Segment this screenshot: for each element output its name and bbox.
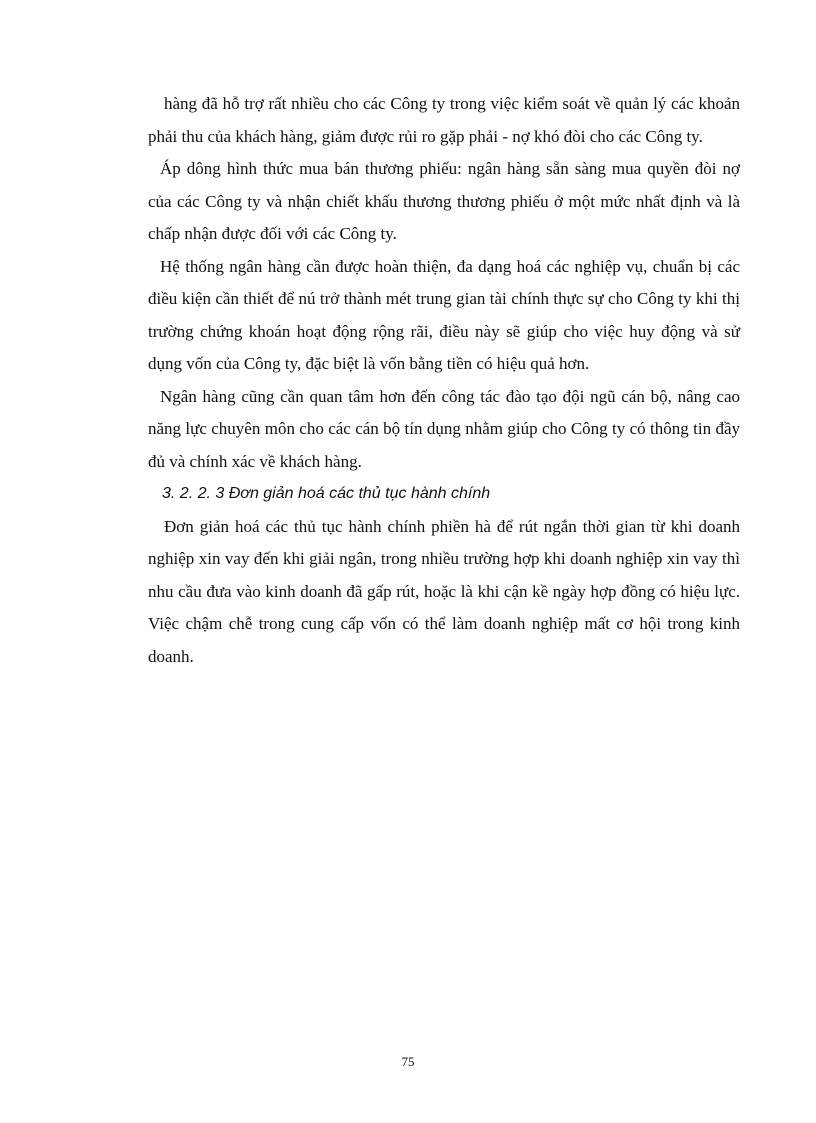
page-number: 75: [401, 1054, 415, 1069]
paragraph-simplify-procedures: Đơn giản hoá các thủ tục hành chính phiền hà để rút ngắn thời gian từ khi doanh nghiệp xin vay đến khi giải ngân, trong nhiều trường hợp khi doanh nghiệp xin vay thì nhu cầu đưa vào kinh doanh đã gấp rút, hoặc là khi cận kề ngày hợp đồng có hiệu lực. Việc chậm chễ trong cung cấp vốn có thể làm doanh nghiệp mất cơ hội trong kinh doanh.: [148, 516, 740, 666]
paragraph-commercial-paper: Áp dông hình thức mua bán thương phiếu: ngân hàng sẵn sàng mua quyền đòi nợ của các Công ty và nhận chiết khấu thương thương phiếu ở một mức nhất định và là chấp nhận được đối với các Công ty.: [148, 159, 740, 243]
paragraph-banking-system: Hệ thống ngân hàng cần được hoàn thiện, đa dạng hoá các nghiệp vụ, chuẩn bị các điều kiện cần thiết để nú trở thành mét trung gian tài chính thực sự cho Công ty khi thị trường chứng khoán hoạt động rộng rãi, điều này sẽ giúp cho việc huy động và sử dụng vốn của Công ty, đặc biệt là vốn bằng tiền có hiệu quả hơn.: [148, 256, 740, 373]
page-body: [148, 88, 740, 673]
paragraph-staff-training: Ngân hàng cũng cần quan tâm hơn đến công tác đào tạo đội ngũ cán bộ, nâng cao năng lực chuyên môn cho các cán bộ tín dụng nhằm giúp cho Công ty có thông tin đầy đủ và chính xác về khách hàng.: [148, 386, 740, 471]
paragraph-bank-support: hàng đã hỗ trợ rất nhiều cho các Công ty trong việc kiểm soát về quản lý các khoản phải thu của khách hàng, giảm được rủi ro gặp phải - nợ khó đòi cho các Công ty.: [148, 94, 740, 146]
section-heading: 3. 2. 2. 3 Đơn giản hoá các thủ tục hành chính: [162, 485, 491, 502]
